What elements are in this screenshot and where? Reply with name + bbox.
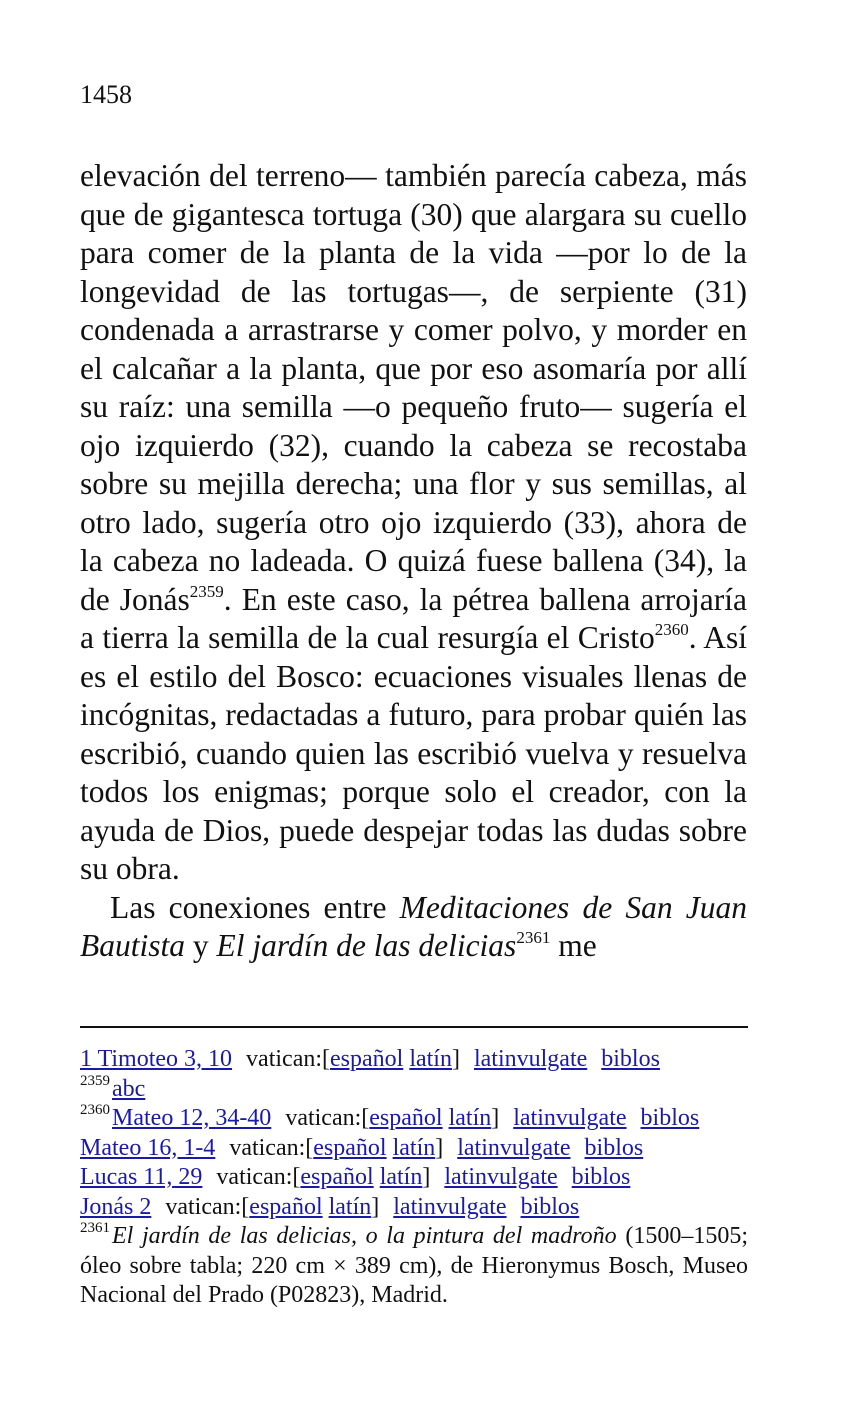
espanol-link[interactable]: español [330, 1046, 404, 1072]
footnote-ref-2361[interactable]: 2361 [516, 928, 551, 947]
footnote-2361-text: (1500–1505; óleo sobre tabla; 220 cm × 389 cm), de Hieronymus Bosch, Museo Nacional del Prado (P02823), Madrid. [80, 1223, 748, 1308]
footnote-number: 2359 [80, 1072, 110, 1089]
vatican-prefix: vatican:[ [216, 1164, 301, 1190]
bible-ref-link[interactable]: Mateo 16, 1-4 [80, 1134, 216, 1161]
paragraph-1 [80, 157, 747, 889]
latinvulgate-link[interactable]: latinvulgate [473, 1046, 588, 1072]
paragraph-2-text-c: me [550, 928, 597, 963]
biblos-link[interactable]: biblos [584, 1134, 644, 1161]
page-number: 1458 [80, 80, 132, 109]
vatican-suffix: ] [435, 1134, 444, 1161]
vatican-suffix: ] [451, 1046, 460, 1072]
paragraph-1-text-c: . Así es el estilo del Bosco: ecuaciones visuales llenas de incógnitas, redactadas a futuro, para probar quién las escribió, cuando quien las escribió vuelva y resuelva todos los enigmas; porque solo el creador, con la ayuda de Dios, puede despejar todas las dudas sobre su obra. [80, 620, 747, 886]
footnote-ref-2359[interactable]: 2359 [189, 581, 224, 601]
body-text [80, 157, 747, 966]
bible-ref-link[interactable]: Jonás 2 [80, 1193, 152, 1220]
paragraph-2-title-jardin: El jardín de las delicias [216, 928, 517, 963]
latinvulgate-link[interactable]: latinvulgate [393, 1193, 507, 1220]
footnote-2360-line-3 [80, 1163, 748, 1193]
biblos-link[interactable]: biblos [571, 1164, 631, 1190]
latin-link[interactable]: latín [379, 1164, 423, 1190]
footnote-number: 2360 [80, 1102, 110, 1118]
footnote-2360 [80, 1104, 748, 1134]
biblos-link[interactable]: biblos [520, 1193, 580, 1220]
footnote-divider [80, 1026, 748, 1028]
vatican-suffix: ] [422, 1164, 431, 1190]
biblos-link[interactable]: biblos [601, 1046, 660, 1072]
footnote-2360-line-2 [80, 1134, 748, 1164]
footnote-2360-line-4 [80, 1193, 748, 1223]
latin-link[interactable]: latín [392, 1134, 436, 1161]
espanol-link[interactable]: español [249, 1193, 323, 1220]
bible-ref-link[interactable]: Lucas 11, 29 [80, 1164, 203, 1190]
vatican-prefix: vatican:[ [165, 1193, 250, 1220]
footnote-ref-2360[interactable]: 2360 [654, 620, 689, 639]
latin-link[interactable]: latín [328, 1193, 372, 1220]
paragraph-2-title-meditaciones: Meditaciones de San Juan Bautista [80, 889, 747, 963]
paragraph-2-text-b: y [185, 928, 217, 963]
footnote-continued [80, 1045, 748, 1075]
bible-ref-link[interactable]: Mateo 12, 34-40 [112, 1105, 272, 1131]
footnote-number: 2361 [80, 1220, 110, 1236]
espanol-link[interactable]: español [300, 1164, 374, 1190]
latinvulgate-link[interactable]: latinvulgate [513, 1105, 627, 1131]
vatican-prefix: vatican:[ [285, 1105, 370, 1131]
paragraph-1-text-a: elevación del terreno— también parecía cabeza, más que de gigantesca tortuga (30) que alargara su cuello para comer de la planta de la vida —por lo de la longevidad de las tortugas—, de serpiente (31) condenada a arrastrarse y comer polvo, y morder en el calcañar a la planta, que por eso asomaría por allí su raíz: una semilla —o pequeño fruto— sugería el ojo izquierdo (32), cuando la cabeza se recostaba sobre su mejilla derecha; una flor y sus semillas, al otro lado, sugería otro ojo izquierdo (33), ahora de la cabeza no ladeada. O quizá fuese ballena (34), la de Jonás [80, 158, 747, 617]
biblos-link[interactable]: biblos [640, 1105, 700, 1131]
vatican-suffix: ] [491, 1105, 500, 1131]
paragraph-1-text-b: . En este caso, la pétrea ballena arrojaría a tierra la semilla de la cual resurgía el Cristo [80, 581, 748, 655]
espanol-link[interactable]: español [313, 1134, 387, 1161]
footnote-2359 [80, 1072, 748, 1105]
paragraph-2 [80, 889, 747, 966]
bible-ref-link[interactable]: 1 Timoteo 3, 10 [80, 1046, 233, 1072]
latinvulgate-link[interactable]: latinvulgate [444, 1164, 558, 1190]
latinvulgate-link[interactable]: latinvulgate [457, 1134, 571, 1161]
vatican-prefix: vatican:[ [229, 1134, 314, 1161]
vatican-prefix: vatican:[ [246, 1046, 330, 1072]
footnote-2361 [80, 1222, 748, 1311]
espanol-link[interactable]: español [369, 1105, 443, 1131]
abc-link[interactable]: abc [112, 1075, 146, 1102]
footnotes [80, 1045, 748, 1311]
vatican-suffix: ] [371, 1193, 380, 1220]
paragraph-2-text-a: Las conexiones entre [110, 889, 400, 925]
latin-link[interactable]: latín [448, 1105, 492, 1131]
footnote-2361-title: El jardín de las delicias, o la pintura del madroño [112, 1223, 617, 1249]
latin-link[interactable]: latín [409, 1046, 452, 1072]
